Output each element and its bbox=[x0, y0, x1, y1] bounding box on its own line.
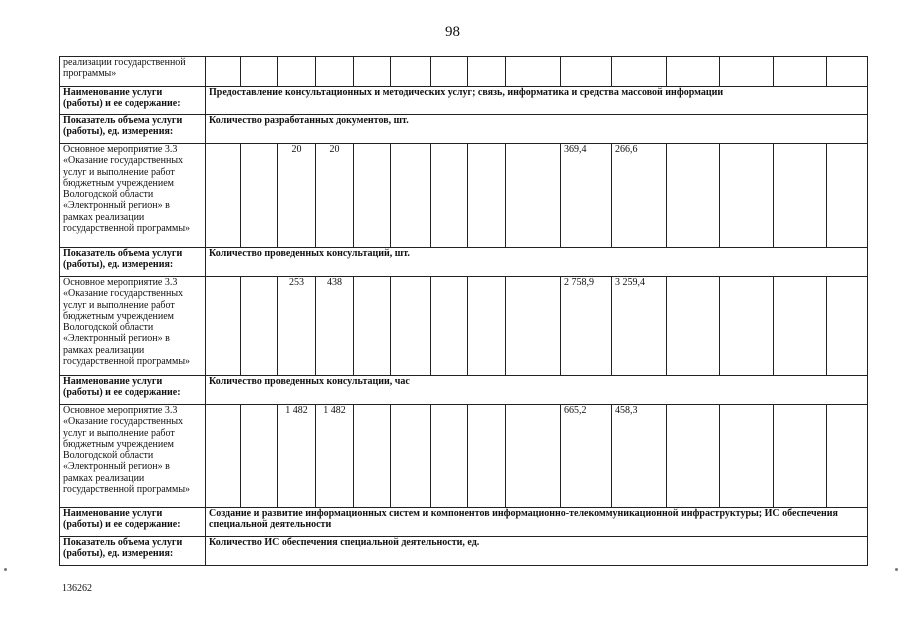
service-name-label: Наименование услуги (работы) и ее содержание: bbox=[60, 508, 206, 537]
empty-cell bbox=[667, 405, 720, 508]
state-assignment-table bbox=[59, 56, 868, 566]
page-number: 98 bbox=[445, 24, 460, 40]
empty-cell bbox=[468, 405, 506, 508]
scan-dot bbox=[4, 568, 7, 571]
activity-description: Основное мероприятие 3.3 «Оказание государственных услуг и выполнение работ бюджетным учреждением Вологодской области «Электронный регион» в рамках реализации государственной программы» bbox=[60, 405, 206, 508]
empty-cell bbox=[720, 57, 774, 87]
empty-cell bbox=[667, 277, 720, 376]
empty-cell bbox=[774, 144, 827, 248]
table-row bbox=[60, 537, 868, 566]
volume-indicator-content: Количество проведенных консультаций, шт. bbox=[206, 248, 868, 277]
activity-description: реализации государственной программы» bbox=[60, 57, 206, 87]
empty-cell bbox=[667, 144, 720, 248]
empty-cell bbox=[506, 405, 561, 508]
empty-cell bbox=[612, 57, 667, 87]
empty-cell bbox=[241, 405, 278, 508]
empty-cell bbox=[774, 277, 827, 376]
expense-value: 458,3 bbox=[612, 405, 667, 508]
empty-cell bbox=[206, 144, 241, 248]
volume-value: 1 482 bbox=[316, 405, 354, 508]
empty-cell bbox=[827, 277, 868, 376]
empty-cell bbox=[827, 57, 868, 87]
empty-cell bbox=[720, 277, 774, 376]
empty-cell bbox=[774, 57, 827, 87]
table-row bbox=[60, 376, 868, 405]
empty-cell bbox=[278, 57, 316, 87]
empty-cell bbox=[506, 57, 561, 87]
empty-cell bbox=[506, 277, 561, 376]
service-name-label: Наименование услуги (работы) и ее содержание: bbox=[60, 87, 206, 115]
expense-value: 266,6 bbox=[612, 144, 667, 248]
empty-cell bbox=[206, 57, 241, 87]
empty-cell bbox=[206, 405, 241, 508]
empty-cell bbox=[506, 144, 561, 248]
empty-cell bbox=[431, 144, 468, 248]
service-name-label: Наименование услуги (работы) и ее содержание: bbox=[60, 376, 206, 405]
table-row bbox=[60, 248, 868, 277]
scan-dot bbox=[895, 568, 898, 571]
empty-cell bbox=[316, 57, 354, 87]
empty-cell bbox=[241, 277, 278, 376]
volume-value: 438 bbox=[316, 277, 354, 376]
expense-value: 369,4 bbox=[561, 144, 612, 248]
empty-cell bbox=[561, 57, 612, 87]
table-row bbox=[60, 115, 868, 144]
empty-cell bbox=[667, 57, 720, 87]
empty-cell bbox=[720, 144, 774, 248]
volume-value: 253 bbox=[278, 277, 316, 376]
empty-cell bbox=[206, 277, 241, 376]
table-row bbox=[60, 277, 868, 376]
empty-cell bbox=[468, 277, 506, 376]
volume-indicator-label: Показатель объема услуги (работы), ед. измерения: bbox=[60, 537, 206, 566]
expense-value: 2 758,9 bbox=[561, 277, 612, 376]
document-code: 136262 bbox=[62, 583, 92, 594]
volume-indicator-content: Количество разработанных документов, шт. bbox=[206, 115, 868, 144]
expense-value: 665,2 bbox=[561, 405, 612, 508]
empty-cell bbox=[354, 277, 391, 376]
table-row bbox=[60, 508, 868, 537]
volume-indicator-label: Показатель объема услуги (работы), ед. измерения: bbox=[60, 115, 206, 144]
empty-cell bbox=[468, 144, 506, 248]
empty-cell bbox=[431, 57, 468, 87]
empty-cell bbox=[720, 405, 774, 508]
empty-cell bbox=[241, 57, 278, 87]
empty-cell bbox=[468, 57, 506, 87]
empty-cell bbox=[391, 144, 431, 248]
table-row bbox=[60, 87, 868, 115]
empty-cell bbox=[354, 405, 391, 508]
volume-indicator-label: Показатель объема услуги (работы), ед. измерения: bbox=[60, 248, 206, 277]
empty-cell bbox=[431, 277, 468, 376]
empty-cell bbox=[391, 277, 431, 376]
empty-cell bbox=[391, 405, 431, 508]
table-row bbox=[60, 405, 868, 508]
empty-cell bbox=[354, 57, 391, 87]
volume-indicator-content: Количество ИС обеспечения специальной деятельности, ед. bbox=[206, 537, 868, 566]
volume-value: 20 bbox=[278, 144, 316, 248]
table-row bbox=[60, 144, 868, 248]
volume-value: 20 bbox=[316, 144, 354, 248]
empty-cell bbox=[354, 144, 391, 248]
table-row bbox=[60, 57, 868, 87]
empty-cell bbox=[827, 144, 868, 248]
empty-cell bbox=[774, 405, 827, 508]
activity-description: Основное мероприятие 3.3 «Оказание государственных услуг и выполнение работ бюджетным учреждением Вологодской области «Электронный регион» в рамках реализации государственной программы» bbox=[60, 277, 206, 376]
activity-description: Основное мероприятие 3.3 «Оказание государственных услуг и выполнение работ бюджетным учреждением Вологодской области «Электронный регион» в рамках реализации государственной программы» bbox=[60, 144, 206, 248]
empty-cell bbox=[431, 405, 468, 508]
service-name-content: Количество проведенных консультации, час bbox=[206, 376, 868, 405]
empty-cell bbox=[241, 144, 278, 248]
volume-value: 1 482 bbox=[278, 405, 316, 508]
service-name-content: Создание и развитие информационных систем и компонентов информационно-телекоммуникационной инфраструктуры; ИС обеспечения специальной деятельности bbox=[206, 508, 868, 537]
empty-cell bbox=[827, 405, 868, 508]
service-name-content: Предоставление консультационных и методических услуг; связь, информатика и средства массовой информации bbox=[206, 87, 868, 115]
empty-cell bbox=[391, 57, 431, 87]
expense-value: 3 259,4 bbox=[612, 277, 667, 376]
